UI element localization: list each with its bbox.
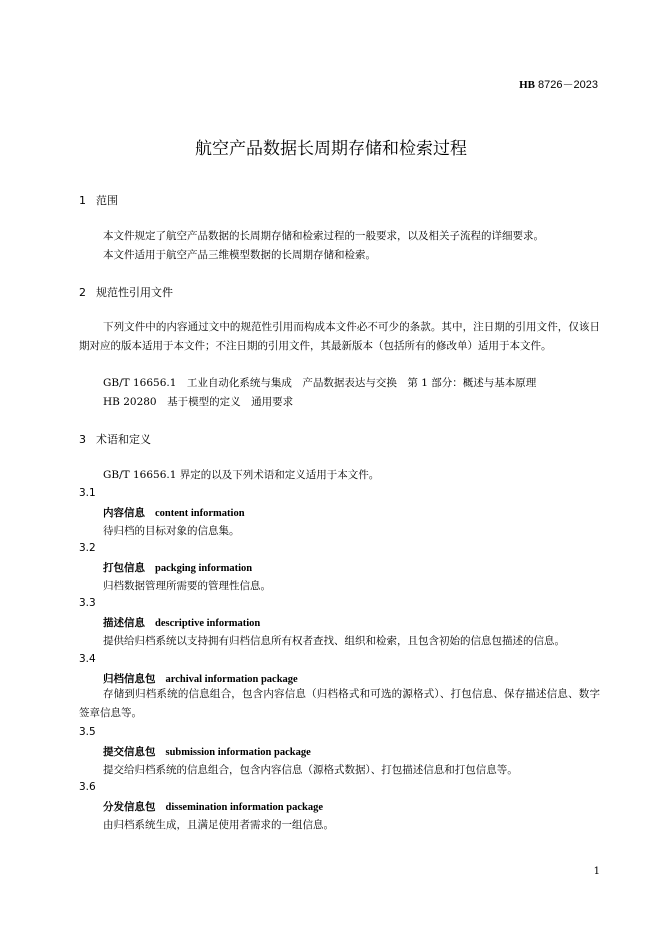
term-english: submission information package <box>165 747 311 758</box>
term-chinese: 归档信息包 <box>103 673 156 685</box>
term-heading <box>103 671 298 686</box>
scope-paragraph-1: 本文件规定了航空产品数据的长周期存储和检索过程的一般要求，以及相关子流程的详细要求。 <box>103 230 544 242</box>
term-definition: 待归档的目标对象的信息集。 <box>103 525 240 537</box>
scope-paragraph-2: 本文件适用于航空产品三维模型数据的长周期存储和检索。 <box>103 249 376 261</box>
term-english: dissemination information package <box>165 802 324 813</box>
section-number: 3 <box>79 433 86 446</box>
section-2-heading <box>79 284 173 300</box>
reference-item: HB 20280 基于模型的定义 通用要求 <box>103 396 294 408</box>
term-chinese: 打包信息 <box>103 562 145 574</box>
term-english: archival information package <box>165 674 298 685</box>
term-number: 3.5 <box>79 726 96 738</box>
term-heading <box>103 560 252 575</box>
term-number: 3.3 <box>79 597 96 609</box>
normative-references-paragraph: 下列文件中的内容通过文中的规范性引用而构成本文件必不可少的条款。其中，注日期的引用文件，仅该日期对应的版本适用于本文件；不注日期的引用文件，其最新版本（包括所有的修改单）适用于本文件。 <box>79 321 600 352</box>
term-definition: 提供给归档系统以支持拥有归档信息所有权者查找、组织和检索，且包含初始的信息包描述的信息。 <box>103 635 565 647</box>
term-heading <box>103 744 311 759</box>
page-number: 1 <box>593 866 600 877</box>
term-english: descriptive information <box>155 618 261 629</box>
term-number: 3.4 <box>79 653 96 665</box>
section-1-heading <box>79 192 118 208</box>
term-definition: 存储到归档系统的信息组合，包含内容信息（归档格式和可选的源格式）、打包信息、保存描述信息、数字签章信息等。 <box>79 688 600 719</box>
term-heading <box>103 799 323 814</box>
term-chinese: 提交信息包 <box>103 746 156 758</box>
term-english: packging information <box>155 563 253 574</box>
term-definition: 归档数据管理所需要的管理性信息。 <box>103 580 271 592</box>
term-heading <box>103 505 245 520</box>
section-3-heading <box>79 431 151 447</box>
standard-code <box>519 76 598 92</box>
section-number: 1 <box>79 194 86 207</box>
term-definition: 提交给归档系统的信息组合，包含内容信息（源格式数据）、打包描述信息和打包信息等。 <box>103 764 518 776</box>
terms-intro-paragraph: GB/T 16656.1 界定的以及下列术语和定义适用于本文件。 <box>103 469 380 481</box>
term-english: content information <box>155 508 245 519</box>
term-chinese: 内容信息 <box>103 507 145 519</box>
term-number: 3.6 <box>79 781 96 793</box>
section-title: 术语和定义 <box>96 433 151 446</box>
term-definition: 由归档系统生成，且满足使用者需求的一组信息。 <box>103 819 334 831</box>
term-chinese: 描述信息 <box>103 617 145 629</box>
standard-code-prefix: HB <box>519 79 535 91</box>
section-title: 规范性引用文件 <box>96 286 173 299</box>
standard-code-number: 8726－2023 <box>535 79 598 91</box>
term-chinese: 分发信息包 <box>103 801 156 813</box>
section-number: 2 <box>79 286 86 299</box>
term-heading <box>103 615 260 630</box>
term-number: 3.2 <box>79 542 96 554</box>
document-title: 航空产品数据长周期存储和检索过程 <box>195 139 467 159</box>
term-number: 3.1 <box>79 487 96 499</box>
reference-item: GB/T 16656.1 工业自动化系统与集成 产品数据表达与交换 第 1 部分：概述与基本原理 <box>103 377 537 389</box>
section-title: 范围 <box>96 194 118 207</box>
